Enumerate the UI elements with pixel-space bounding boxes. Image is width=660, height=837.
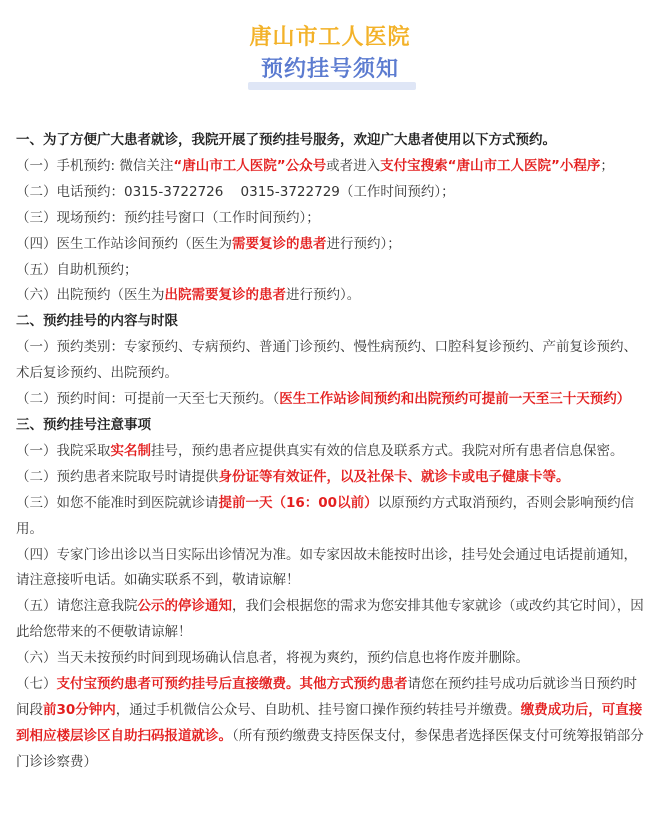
item-text: ；: [600, 157, 614, 174]
suspension-notice-highlight: 公示的停诊通知: [137, 598, 232, 615]
notice-header: [0, 0, 660, 100]
item-text: （一）手机预约: 微信关注: [16, 157, 174, 174]
discharge-revisit-highlight: 出院需要复诊的患者: [164, 287, 286, 304]
item-text: 进行预约）；: [326, 235, 401, 252]
item-text: （三）如您不能准时到医院就诊请: [16, 494, 219, 511]
item-text: 请您在预约挂号成功后就诊当日预约时间段: [16, 676, 637, 718]
item-text: ，通过手机微信公众号、自助机、挂号窗口操作预约转挂号并缴费。: [115, 701, 521, 718]
wechat-account-highlight: “唐山市工人医院”公众号: [173, 157, 327, 174]
item-text: （所有预约缴费支持医保支付，参保患者选择医保支付可统筹报销部分门诊诊察费）: [16, 727, 644, 770]
booking-window-highlight: 医生工作站诊间预约和出院预约可提前一天至三十天预约: [279, 391, 617, 408]
thirty-minutes-highlight: 前30分钟内: [43, 701, 116, 718]
item-text: 进行预约）。: [286, 287, 361, 304]
section3-item2: [16, 465, 644, 491]
section1-item1: [16, 154, 644, 180]
section1-item4: [16, 232, 644, 258]
section1-item5: （五）自助机预约；: [16, 261, 138, 278]
item-text: （二）预约时间：可提前一天至七天预约。（: [16, 391, 280, 408]
alipay-payment-highlight: 支付宝预约患者可预约挂号后直接缴费。: [56, 676, 300, 693]
section1-heading: 一、为了方便广大患者就诊，我院开展了预约挂号服务，欢迎广大患者使用以下方式预约。: [16, 132, 556, 148]
item-text: 以原预约方式取消预约，否则会影响预约信用。: [16, 494, 635, 537]
section3-item3: [16, 491, 644, 543]
item-text: ）: [616, 391, 631, 408]
section2-heading: 二、预约挂号的内容与时限: [16, 313, 178, 330]
notice-body: [16, 128, 644, 776]
hospital-name-title: 唐山市工人医院: [249, 25, 411, 50]
item-text: （二）预约患者来院取号时请提供: [16, 468, 219, 485]
section3-item6: （六）当天未按预约时间到现场确认信息者，将视为爽约，预约信息也将作废并删除。: [16, 650, 529, 667]
item-text: 或者进入: [326, 157, 381, 174]
section3-heading: 三、预约挂号注意事项: [16, 416, 151, 433]
item-text: ，我们会根据您的需求为您安排其他专家就诊（或改约其它时间），因此给您带来的不便敬请谅解！: [16, 598, 644, 641]
section1-item3: （三）现场预约：预约挂号窗口（工作时间预约）；: [16, 209, 320, 226]
item-text: （七）: [16, 676, 57, 693]
other-methods-highlight: 其他方式预约患者: [299, 676, 408, 693]
item-text: （一）我院采取: [16, 442, 111, 459]
item-text: （四）医生工作站诊间预约（医生为: [16, 235, 232, 252]
cancel-deadline-highlight: 提前一天（16：00以前）: [218, 494, 378, 511]
item-text: （五）请您注意我院: [16, 598, 138, 615]
title-underline-decoration: [248, 82, 416, 90]
real-name-highlight: 实名制: [110, 442, 151, 459]
section1-item2: （二）电话预约：0315-3722726 0315-3722729（工作时间预约）；: [16, 183, 455, 200]
item-text: （六）出院预约（医生为: [16, 287, 165, 304]
revisit-patient-highlight: 需要复诊的患者: [232, 235, 327, 252]
notice-title: 预约挂号须知: [260, 57, 399, 82]
section2-item1: （一）预约类别：专家预约、专病预约、普通门诊预约、慢性病预约、口腔科复诊预约、产前复诊预约、术后复诊预约、出院预约。: [16, 339, 637, 382]
section3-item1: [16, 439, 644, 465]
section3-item7: [16, 672, 644, 776]
check-in-highlight: 缴费成功后，可直接到相应楼层诊区自助扫码报道就诊。: [16, 701, 643, 744]
section3-item4: （四）专家门诊出诊以当日实际出诊情况为准。如专家因故未能按时出诊，挂号处会通过电话提前通知，请注意接听电话。如确实联系不到，敬请谅解！: [16, 546, 637, 589]
section1-item6: [16, 283, 644, 309]
id-documents-highlight: 身份证等有效证件，以及社保卡、就诊卡或电子健康卡等。: [218, 468, 570, 485]
alipay-miniapp-highlight: 支付宝搜索“唐山市工人医院”小程序: [380, 157, 601, 174]
section3-item5: [16, 594, 644, 646]
item-text: 挂号，预约患者应提供真实有效的信息及联系方式。我院对所有患者信息保密。: [151, 442, 624, 459]
section2-item2: [16, 387, 644, 413]
